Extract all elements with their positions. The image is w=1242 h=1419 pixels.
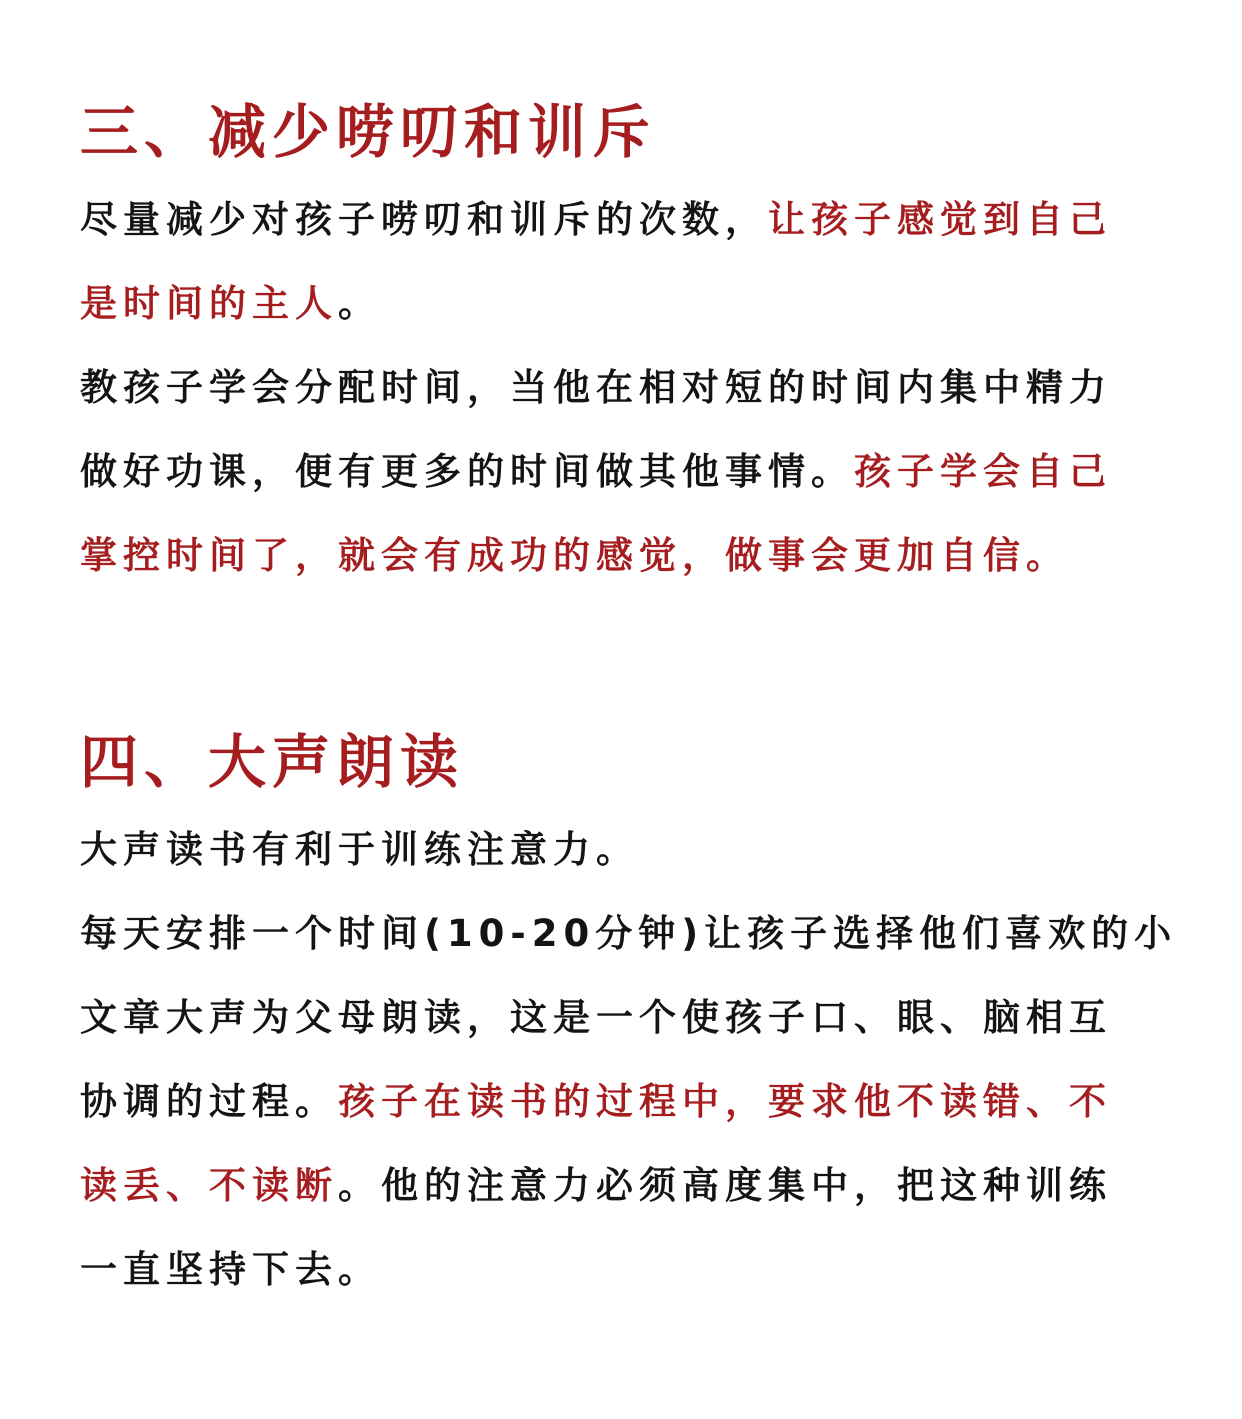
text-highlight: 掌控时间了，就会有成功的感觉，做事会更加自信。	[80, 534, 1069, 577]
section-heading-4: 四、大声朗读	[80, 728, 465, 796]
text-plain: 大声读书有利于训练注意力。	[80, 828, 639, 871]
text-plain: 尽量减少对孩子唠叨和训斥的次数，	[80, 198, 768, 241]
text-plain: 一直坚持下去。	[80, 1248, 381, 1291]
text-line	[80, 346, 1180, 430]
text-plain: 协调的过程。	[80, 1080, 338, 1123]
text-plain: 教孩子学会分配时间，当他在相对短的时间内集中精力	[80, 366, 1112, 409]
section-read-aloud	[80, 722, 1180, 1312]
text-line	[80, 514, 1180, 598]
text-highlight: 让孩子感觉到自己	[768, 198, 1112, 241]
text-line	[80, 892, 1180, 976]
paragraph-read-aloud-intro	[80, 808, 1180, 892]
text-line	[80, 1144, 1180, 1228]
text-line	[80, 430, 1180, 514]
text-highlight: 读丢、不读断	[80, 1164, 338, 1207]
text-line	[80, 1228, 1180, 1312]
text-plain: 做好功课，便有更多的时间做其他事情。	[80, 450, 854, 493]
paragraph-read-aloud-detail	[80, 892, 1180, 1312]
text-plain: 每天安排一个时间(10-20分钟)让孩子选择他们喜欢的小	[80, 912, 1178, 955]
text-line	[80, 262, 1180, 346]
text-plain: 文章大声为父母朗读，这是一个使孩子口、眼、脑相互	[80, 996, 1112, 1039]
text-line	[80, 808, 1180, 892]
text-highlight: 是时间的主人	[80, 282, 338, 325]
paragraph-time-management	[80, 346, 1180, 598]
text-line	[80, 1060, 1180, 1144]
paragraph-nagging	[80, 178, 1180, 346]
text-plain: 。	[338, 282, 381, 325]
text-plain: 。他的注意力必须高度集中，把这种训练	[338, 1164, 1112, 1207]
text-highlight: 孩子在读书的过程中，要求他不读错、不	[338, 1080, 1112, 1123]
section-heading-3: 三、减少唠叨和训斥	[80, 98, 657, 166]
text-line	[80, 178, 1180, 262]
text-highlight: 孩子学会自己	[854, 450, 1112, 493]
text-line	[80, 976, 1180, 1060]
section-reduce-nagging	[80, 92, 1180, 598]
